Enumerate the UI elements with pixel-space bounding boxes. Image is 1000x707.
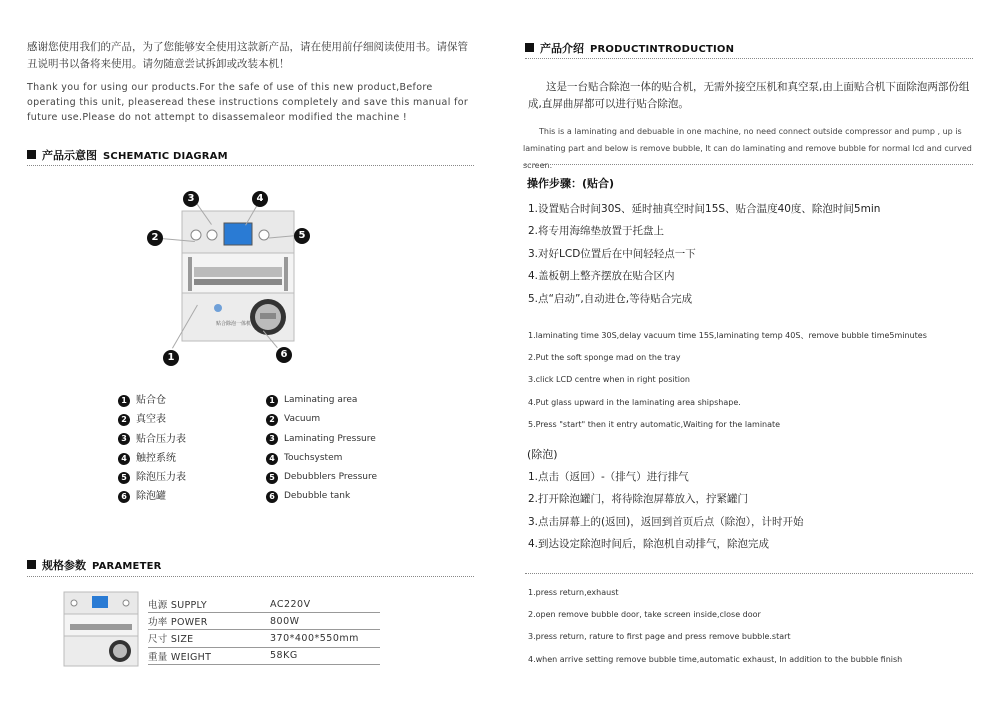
divider: [525, 164, 973, 165]
schematic-heading-en: SCHEMATIC DIAGRAM: [103, 151, 228, 162]
list-item: 1.设置贴合时间30S、延时抽真空时间15S、贴合温度40度、除泡时间5min: [528, 203, 881, 215]
table-row: [148, 648, 380, 665]
legend-label: Debubble tank: [284, 491, 351, 502]
callout-3: 3: [183, 191, 199, 207]
legend-item: [118, 410, 186, 429]
heading-square-icon: [525, 43, 534, 52]
legend-item: [118, 449, 186, 468]
divider: [525, 58, 973, 59]
legend-number: 1: [266, 395, 278, 407]
list-item: 4.盖板朝上整齐摆放在贴合区内: [528, 270, 675, 283]
list-item: 5.点“启动”,自动进仓,等待贴合完成: [528, 292, 693, 305]
param-value: 370*400*550mm: [270, 632, 359, 644]
legend-number: 3: [266, 433, 278, 445]
debubble-title: (除泡): [527, 448, 558, 461]
legend-number: 5: [118, 472, 130, 484]
heading-square-icon: [27, 150, 36, 159]
list-item: 5.Press "start" then it entry automatic,Waiting for the laminate: [528, 419, 781, 429]
intro-english: Thank you for using our products.For the safe of use of this new product,Before operating this unit, pleaseread these instructions completely and save this manual for future use.Please do not attempt to disassemaleor modified the machine !: [27, 82, 469, 123]
legend-label: 触控系统: [136, 452, 176, 464]
parameter-heading-en: PARAMETER: [92, 561, 162, 572]
list-item: 4.到达设定除泡时间后，除泡机自动排气，除泡完成: [528, 538, 770, 551]
debubble-steps-cn: [528, 466, 803, 556]
list-item: 3.点击屏幕上的(返回)，返回到首页后点（除泡），计时开始: [528, 515, 804, 528]
list-item: 2.将专用海绵垫放置于托盘上: [528, 225, 665, 238]
param-label: 重量 WEIGHT: [148, 651, 212, 663]
legend-item: [266, 410, 377, 429]
list-item: 3.click LCD centre when in right position: [528, 375, 690, 385]
param-value: 58KG: [270, 650, 298, 662]
divider: [27, 165, 474, 166]
divider: [525, 573, 973, 574]
list-item: 3.对好LCD位置后在中间轻轻点一下: [528, 247, 696, 260]
legend-number: 2: [266, 414, 278, 426]
legend-english: [266, 391, 377, 507]
legend-item: [118, 487, 186, 506]
table-row: [148, 613, 380, 630]
machine-label: 贴合除泡一体机: [216, 321, 252, 327]
legend-item: [266, 430, 377, 449]
callout-5: 5: [294, 228, 310, 244]
legend-number: 6: [118, 491, 130, 503]
legend-item: [266, 449, 377, 468]
list-item: 1.点击（返回）-（排气）进行排气: [528, 471, 689, 483]
callout-1: 1: [163, 350, 179, 366]
legend-label: 贴合压力表: [136, 433, 186, 445]
legend-label: 除泡罐: [136, 491, 166, 503]
list-item: 1.laminating time 30S,delay vacuum time 15S,laminating temp 40S、remove bubble time5minutes: [528, 331, 927, 340]
legend-item: [266, 391, 377, 410]
table-row: [148, 630, 380, 647]
legend-number: 2: [118, 414, 130, 426]
list-item: 2.open remove bubble door, take screen inside,close door: [528, 610, 761, 620]
debubble-steps-en: [528, 582, 902, 671]
machine-illustration: [178, 205, 298, 345]
list-item: 4.Put glass upward in the laminating area shipshape.: [528, 397, 741, 407]
legend-label: Touchsystem: [284, 452, 343, 463]
product-desc-chinese: [528, 79, 978, 113]
parameter-table: [148, 596, 380, 665]
callout-2: 2: [147, 230, 163, 246]
legend-label: 除泡压力表: [136, 472, 186, 484]
param-label: 电源 SUPPLY: [148, 600, 207, 612]
machine-thumbnail: [62, 590, 140, 668]
param-label: 尺寸 SIZE: [148, 634, 194, 646]
schematic-heading-cn: 产品示意图: [42, 149, 97, 162]
callout-4: 4: [252, 191, 268, 207]
table-row: [148, 596, 380, 613]
legend-label: 真空表: [136, 414, 166, 426]
legend-chinese: [118, 391, 186, 507]
divider: [27, 576, 474, 577]
heading-square-icon: [27, 560, 36, 569]
legend-number: 4: [118, 453, 130, 465]
legend-label: Vacuum: [284, 414, 321, 425]
legend-item: [118, 430, 186, 449]
legend-label: 贴合仓: [136, 395, 166, 406]
list-item: 1.press return,exhaust: [528, 588, 619, 597]
legend-number: 5: [266, 472, 278, 484]
legend-number: 4: [266, 453, 278, 465]
legend-item: [118, 391, 186, 410]
list-item: 3.press return, rature to first page and press remove bubble.start: [528, 632, 791, 642]
list-item: 2.Put the soft sponge mad on the tray: [528, 353, 681, 363]
operation-title: 操作步骤：(贴合): [527, 177, 615, 190]
product-heading-cn: 产品介绍: [540, 42, 584, 55]
legend-label: Laminating Pressure: [284, 433, 376, 444]
laminating-steps-en: [528, 325, 927, 436]
parameter-heading: [27, 557, 162, 573]
list-item: 4.when arrive setting remove bubble time,automatic exhaust, In addition to the bubble finish: [528, 654, 903, 664]
param-label: 功率 POWER: [148, 617, 208, 629]
list-item: 2.打开除泡罐门，将待除泡屏幕放入，拧紧罐门: [528, 493, 749, 506]
schematic-heading: [27, 147, 228, 163]
legend-item: [118, 468, 186, 487]
param-value: AC220V: [270, 598, 311, 610]
callout-6: 6: [276, 347, 292, 363]
legend-number: 3: [118, 433, 130, 445]
intro-chinese: 感谢您使用我们的产品，为了您能够安全使用这款新产品，请在使用前仔细阅读使用书。请保管丑说明书以备将来使用。请勿随意尝试拆卸或改装本机！: [27, 41, 468, 70]
laminating-steps-cn: [528, 198, 880, 310]
product-desc-en-text: This is a laminating and debuable in one machine, no need connect outside compressor and pump , up is laminating part and below is remove bubble, It can do laminating and remove bubble for normal lcd and curved screen.: [523, 127, 972, 170]
product-heading: [525, 40, 734, 56]
legend-item: [266, 487, 377, 506]
legend-number: 1: [118, 395, 130, 407]
legend-label: Laminating area: [284, 395, 358, 405]
legend-item: [266, 468, 377, 487]
legend-label: Debubblers Pressure: [284, 472, 378, 483]
parameter-heading-cn: 规格参数: [42, 559, 86, 572]
legend-number: 6: [266, 491, 278, 503]
product-heading-en: PRODUCTINTRODUCTION: [590, 44, 735, 55]
param-value: 800W: [270, 615, 300, 627]
product-desc-english: [523, 123, 978, 174]
product-desc-cn-text: 这是一台贴合除泡一体的贴合机，无需外接空压机和真空泵,由上面贴合机下面除泡两部份组成,直屏曲屏都可以进行贴合除泡。: [528, 81, 970, 110]
